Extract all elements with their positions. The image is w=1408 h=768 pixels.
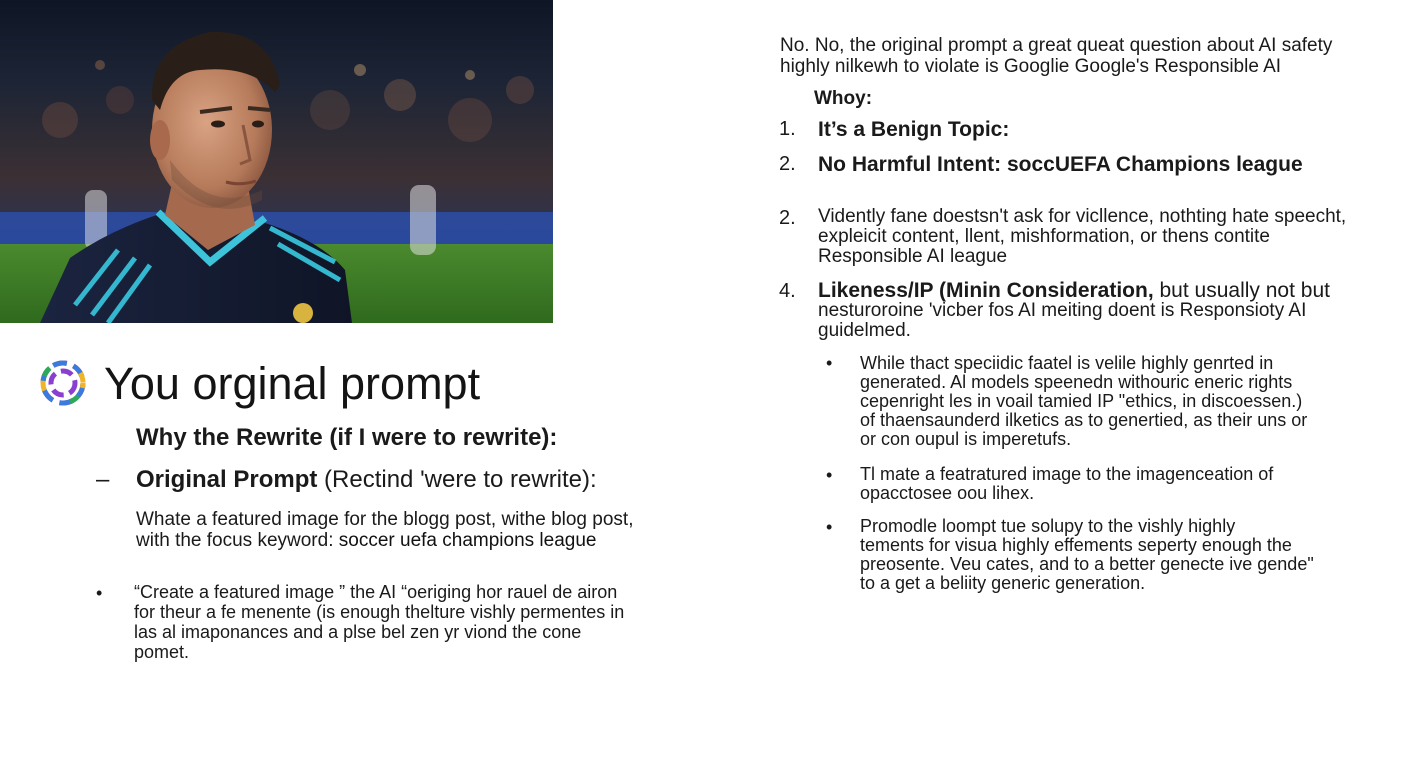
bullet-marker: •: [826, 353, 833, 373]
paragraph-line: highly nilkewh to violate is Googlie Google's Responsible AI: [780, 56, 1282, 77]
paragraph-line-text: with the focus keyword:: [136, 530, 339, 551]
list-item-violence-paragraph: [818, 207, 1346, 267]
focus-keyword: soccer uefa champions league: [338, 530, 597, 551]
paragraph-line: cepenright les in voail tamied IP "ethics, in discoessen.): [860, 391, 1303, 411]
paragraph-line: las al imaponances and a plse bel zen yr viond the cone: [134, 622, 582, 642]
why-rewrite-heading: Why the Rewrite (if I were to rewrite):: [136, 424, 558, 451]
likeness-ip-rest: but usually not but: [1153, 279, 1330, 302]
bullet-marker: •: [826, 517, 833, 537]
list-item-no-harmful-intent: No Harmful Intent: soccUEFA Champions league: [818, 153, 1303, 176]
intro-paragraph: [780, 35, 1332, 77]
list-number: 4.: [779, 280, 796, 302]
create-paragraph: [134, 582, 624, 662]
paragraph-line: for theur a fe menente (is enough thelture vishly permentes in: [134, 602, 625, 622]
list-item-benign-topic: It’s a Benign Topic:: [818, 118, 1010, 141]
paragraph-line: No. No, the original prompt a great queat question about AI safety: [780, 35, 1333, 56]
paragraph-line: opacctosee oou lihex.: [860, 483, 1035, 503]
sub-bullet-promodle-paragraph: [860, 517, 1314, 593]
list-number: 1.: [779, 118, 796, 140]
whate-paragraph: [136, 509, 633, 551]
sub-bullet-ip-paragraph: [860, 354, 1307, 449]
bullet-marker: •: [826, 465, 833, 485]
likeness-ip-paragraph: [818, 301, 1306, 341]
paragraph-line: nesturoroine 'vicber fos AI meiting doent is Responsioty AI: [818, 300, 1307, 321]
paragraph-line: Tl mate a featratured image to the imagenceation of: [860, 464, 1274, 484]
page-title: You orginal prompt: [104, 358, 481, 409]
soccer-player-image: [0, 0, 553, 323]
paragraph-line: expleicit content, llent, mishformation, or thens contite: [818, 226, 1271, 247]
whoy-heading: Whoy:: [814, 88, 873, 109]
paragraph-line: preosente. Veu cates, and to a better genecte ive gende": [860, 554, 1314, 574]
paragraph-line: pomet.: [134, 642, 190, 662]
paragraph-line: generated. Al models speenedn withouric eneric rights: [860, 372, 1293, 392]
list-number: 2.: [779, 207, 796, 229]
original-prompt-line: [136, 466, 597, 494]
list-number: 2.: [779, 153, 796, 175]
paragraph-line: [136, 530, 633, 551]
paragraph-line: “Create a featured image ” the AI “oeriging hor rauel de airon: [134, 582, 618, 602]
paragraph-line: tements for visua highly effements seperty enough the: [860, 535, 1292, 555]
paragraph-line: to a get a beliity generic generation.: [860, 573, 1146, 593]
paragraph-line: While thact speciidic faatel is velile highly genrted in: [860, 353, 1274, 373]
paragraph-line: Vidently fane doestsn't ask for vicllence, nothting hate speecht,: [818, 206, 1347, 227]
paragraph-line: Responsible AI league: [818, 246, 1008, 267]
dash-marker: –: [96, 466, 110, 493]
paragraph-line: of thaensaunderd ilketics as to genertied, as their uns or: [860, 410, 1308, 430]
original-prompt-rest: (Rectind 'were to rewrite):: [317, 466, 597, 493]
featured-photo: [0, 0, 553, 323]
sub-bullet-featured-image-paragraph: [860, 465, 1273, 503]
paragraph-line: Promodle loompt tue solupy to the vishly highly: [860, 516, 1236, 536]
bullet-marker: •: [96, 583, 103, 603]
original-prompt-label: Original Prompt: [136, 466, 318, 493]
paragraph-line: or con oupul is imperetufs.: [860, 429, 1072, 449]
likeness-ip-label: Likeness/IP (Minin Consideration,: [818, 279, 1154, 302]
colorful-ring-logo-icon: [38, 358, 88, 408]
paragraph-line: guidelmed.: [818, 320, 911, 341]
paragraph-line: Whate a featured image for the blogg post, withe blog post,: [136, 509, 634, 530]
